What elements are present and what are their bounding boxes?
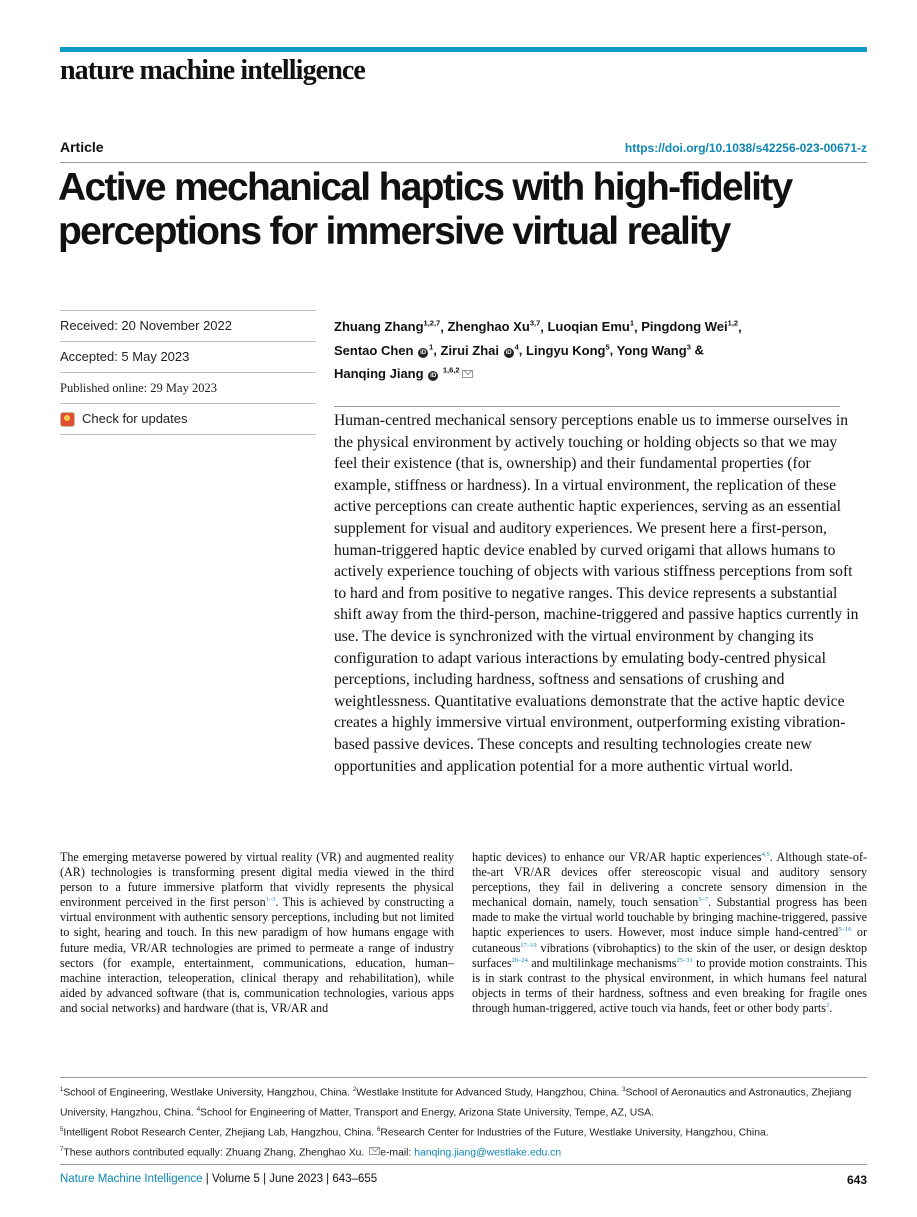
citation[interactable]: 2 xyxy=(825,1001,830,1009)
citation[interactable]: 4,5 xyxy=(761,850,770,858)
citation[interactable]: 20–24 xyxy=(511,956,528,964)
body-column-2: haptic devices) to enhance our VR/AR haptic experiences$^{4,5}$. Although state-of-the-art VR/AR devices offer stereoscopic visual and auditory sensory perceptions, they fail in delivering a concrete sensory dimension in the mechanical domain, namely, touch sensation$^{5-7}$. Substantial progress has been made to make the virtual world touchable by bringing machine-triggered, passive haptic experiences to users. However, most induce simple hand-centred$^{5-16}$ or cutaneous$^{17-19}$ vibrations (vibrohaptics) to the skin of the user, or design desktop surfaces$^{20-24}$ and multilinkage mechanisms$^{25-31}$ to provide motion constraints. This is in stark contrast to the physical environment, in which humans feel natural objects in terms of their hardness, softness and even breaking for fragile ones through human-triggered, active touch via hands, feet or other body parts$^2$. xyxy=(472,850,868,1015)
journal-name: nature machine intelligence xyxy=(60,55,365,86)
article-type: Article xyxy=(60,139,104,155)
corresponding-email-link[interactable]: hanqing.jiang@westlake.edu.cn xyxy=(414,1147,562,1159)
footnote-divider xyxy=(60,1077,867,1078)
author[interactable]: Zhenghao Xu$^{3,7}$ xyxy=(447,319,541,335)
citation[interactable]: 5–7 xyxy=(698,896,709,904)
author[interactable]: Yong Wang$^3$ xyxy=(616,342,691,358)
page-number: 643 xyxy=(846,1173,867,1187)
top-accent-bar xyxy=(60,47,867,52)
published-date: Published online: 29 May 2023 xyxy=(60,372,316,403)
check-updates-icon xyxy=(60,412,75,427)
header-divider xyxy=(60,162,867,163)
mail-icon xyxy=(369,1147,380,1155)
check-updates-button[interactable]: Check for updates xyxy=(60,403,316,435)
orcid-icon[interactable]: iD xyxy=(420,349,427,356)
author[interactable]: Lingyu Kong$^5$ xyxy=(526,342,610,358)
author[interactable]: Hanqing Jiang iD $^{1,6,2}$ xyxy=(334,365,460,381)
article-meta xyxy=(60,310,316,435)
citation[interactable]: 5–16 xyxy=(838,926,852,934)
author[interactable]: Luoqian Emu$^1$ xyxy=(547,319,634,335)
author[interactable]: Pingdong Wei$^{1,2}$ xyxy=(641,319,739,335)
author[interactable]: Zirui Zhai $iD^4$ xyxy=(440,342,519,358)
footer-citation: Nature Machine Intelligence | Volume 5 | June 2023 | 643–655 xyxy=(60,1173,378,1185)
author[interactable]: Zhuang Zhang$^{1,2,7}$ xyxy=(334,319,441,335)
author[interactable]: Sentao Chen $iD^1$ xyxy=(334,342,434,358)
footer-divider xyxy=(60,1164,867,1165)
mail-icon[interactable] xyxy=(462,370,473,378)
body-column-1: The emerging metaverse powered by virtual reality (VR) and augmented reality (AR) technologies is transforming present digital media viewed in the third person to a future immersive platform that vividly represents the physical environment perceived in the first person$^{1-3}$. This is achieved by constructing a virtual environment with authentic sensory perceptions, including but not limited to sight, hearing and touch. In this new paradigm of how humans engage with future media, VR/AR technologies are primed to permeate a range of industry sectors (for example, entertainment, communications, education, human–machine interaction, teleoperation, clinical therapy and rehabilitation), while aided by advanced software (that is, communication technologies, various apps and social networks) and hardware (that is, VR/AR and xyxy=(60,850,454,1015)
accepted-date: Accepted: 5 May 2023 xyxy=(60,341,316,372)
article-title: Active mechanical haptics with high-fidelity perceptions for immersive virtual reality xyxy=(58,166,792,253)
received-date: Received: 20 November 2022 xyxy=(60,310,316,341)
doi-link[interactable]: https://doi.org/10.1038/s42256-023-00671-z xyxy=(624,141,867,155)
abstract-divider xyxy=(334,406,840,407)
citation[interactable]: 17–19 xyxy=(520,941,537,949)
citation[interactable]: 1–3 xyxy=(265,896,276,904)
affiliations: $^1$School of Engineering, Westlake University, Hangzhou, China. $^2$Westlake Institute for Advanced Study, Hangzhou, China. $^3$School of Aeronautics and Astronautics, Zhejiang University, Hangzhou, China. $^4$School for Engineering of Matter, Transport and Energy, Arizona State University, Tempe, AZ, USA. $^5$Intelligent Robot Research Center, Zhejiang Lab, Hangzhou, China. $^6$Research Center for Industries of the Future, Westlake University, Hangzhou, China. $^7$These authors contributed equally: Zhuang Zhang, Zhenghao Xu. e-mail: hanqing.jiang@westlake.edu.cn xyxy=(60,1087,852,1159)
orcid-icon[interactable]: iD xyxy=(505,349,512,356)
orcid-icon[interactable]: iD xyxy=(430,372,437,379)
abstract: Human-centred mechanical sensory perceptions enable us to immerse ourselves in the physical environment by actively touching or holding objects so that we may feel their existence (that is, ownership) and their fundamental properties (for example, stiffness or hardness). In a virtual environment, the replication of these active perceptions can create authentic haptic experiences, serving as an essential supplement for visual and auditory experiences. We present here a first-person, human-triggered haptic device enabled by curved origami that allows humans to actively experience touching of objects with various stiffness perceptions from soft to hard and from positive to negative ranges. This device represents a substantial shift away from the third-person, machine-triggered and passive haptics currently in use. The device is synchronized with the virtual environment by changing its configuration to adapt various interactions by emulating body-centred physical perceptions, including hardness, softness and sensations of crushing and weightlessness. Quantitative evaluations demonstrate that the active haptic device creates a highly immersive virtual environment, outperforming existing vibration-based passive devices. These concepts and resulting technologies create new opportunities and application potential for a more authentic virtual world. xyxy=(334,412,859,775)
author-list: Zhuang Zhang$^{1,2,7}$, Zhenghao Xu$^{3,7}$, Luoqian Emu$^1$, Pingdong Wei$^{1,2}$, Sentao Chen $iD^1$, Zirui Zhai $iD^4$, Lingyu Kong$^5$, Yong Wang$^3$ & Hanqing Jiang iD $^{1,6,2}$ xyxy=(334,319,742,381)
footer-journal-link[interactable]: Nature Machine Intelligence xyxy=(60,1173,203,1185)
citation[interactable]: 25–31 xyxy=(676,956,693,964)
